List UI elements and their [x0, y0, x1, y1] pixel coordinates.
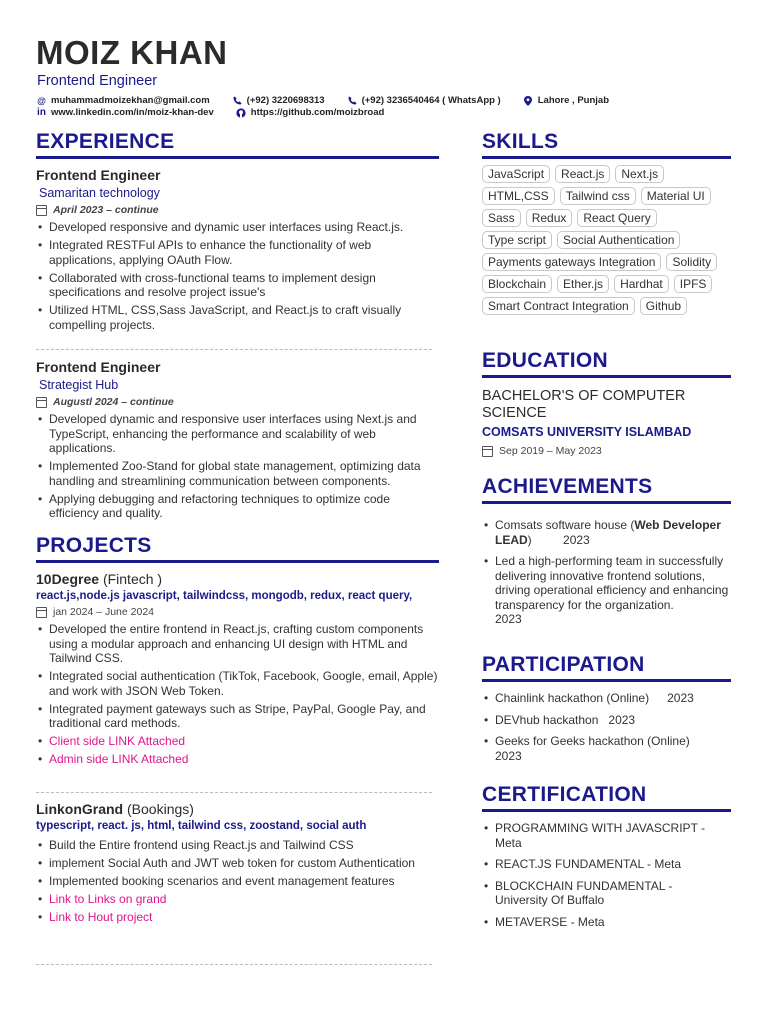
project-bullets	[36, 838, 441, 925]
list-item: • Implemented booking scenarios and event management features	[36, 874, 441, 889]
participation-rule	[482, 679, 731, 682]
skill-tag: Smart Contract Integration	[482, 297, 635, 315]
education-entry	[482, 388, 732, 457]
skill-tag: HTML,CSS	[482, 187, 555, 205]
certification-heading: CERTIFICATION	[482, 783, 647, 806]
list-item: • REACT.JS FUNDAMENTAL - Meta	[482, 857, 727, 872]
job-company: Samaritan technology	[39, 186, 160, 200]
list-item: • Implemented Zoo-Stand for global state management, optimizing data handling and streamlining communication between components.	[36, 459, 441, 488]
email-text[interactable]: muhammadmoizekhan@gmail.com	[51, 95, 210, 106]
job-1	[36, 167, 441, 336]
calendar-icon	[36, 205, 47, 216]
job-bullets	[36, 412, 441, 521]
degree-title: BACHELOR'S OF COMPUTER SCIENCE	[482, 388, 686, 421]
list-item: • Utilized HTML, CSS,Sass JavaScript, and React.js to craft visually compelling projects.	[36, 303, 441, 332]
skill-tag: Social Authentication	[557, 231, 680, 249]
list-item: • Collaborated with cross-functional teams to implement design specifications and resolve project issue's	[36, 271, 441, 300]
client-side-link[interactable]: • Client side LINK Attached	[36, 734, 441, 749]
divider	[36, 964, 432, 965]
education-heading: EDUCATION	[482, 349, 608, 372]
phone-icon	[232, 95, 243, 106]
project-name: 10Degree	[36, 571, 100, 587]
list-item: • Comsats software house (Web Developer LEAD) 2023	[482, 518, 734, 547]
list-item: • BLOCKCHAIN FUNDAMENTAL - University Of Buffalo	[482, 879, 727, 908]
job-date	[36, 396, 441, 408]
skill-tag: Redux	[526, 209, 573, 227]
projects-rule	[36, 560, 439, 563]
linkedin-contact[interactable]	[36, 107, 214, 118]
skill-tag: Material UI	[641, 187, 711, 205]
list-item: • Developed dynamic and responsive user interfaces using Next.js and TypeScript, enhancing the performance and scalability of web applications.	[36, 412, 441, 456]
skill-tag: Blockchain	[482, 275, 552, 293]
job-date-text: April 2023 – continue	[53, 204, 159, 216]
email-contact[interactable]	[36, 95, 210, 106]
project-1	[36, 571, 441, 770]
project-tech: typescript, react. js, html, tailwind css, zoostand, social auth	[36, 820, 367, 832]
calendar-icon	[482, 446, 493, 457]
skill-tag: Sass	[482, 209, 521, 227]
project-title	[36, 801, 441, 817]
education-date-text: Sep 2019 – May 2023	[499, 445, 602, 457]
education-rule	[482, 375, 731, 378]
list-item: • Integrated social authentication (TikTok, Facebook, Google, email, Apple) and work with JSON Web Token.	[36, 669, 441, 698]
projects-heading: PROJECTS	[36, 534, 152, 557]
education-date	[482, 445, 732, 457]
github-text[interactable]: https://github.com/moizbroad	[250, 107, 385, 118]
certification-rule	[482, 809, 731, 812]
skill-tag: React.js	[555, 165, 610, 183]
list-item: • METAVERSE - Meta	[482, 915, 727, 930]
list-item: • Geeks for Geeks hackathon (Online) 2023	[482, 734, 734, 763]
skills-rule	[482, 156, 731, 159]
list-item: • Developed responsive and dynamic user interfaces using React.js.	[36, 220, 441, 235]
list-item: • implement Social Auth and JWT web token for custom Authentication	[36, 856, 441, 871]
list-item: • Led a high-performing team in successfully delivering innovative frontend solutions, driving operational efficiency and enhancing transparency for the organization. 2023	[482, 554, 734, 627]
participation-list	[482, 691, 734, 770]
experience-heading: EXPERIENCE	[36, 130, 175, 153]
university-name: COMSATS UNIVERSITY ISLAMBAD	[482, 425, 692, 439]
achievements-rule	[482, 501, 731, 504]
at-sign-icon: @	[37, 95, 46, 106]
divider	[36, 792, 432, 793]
job-company: Strategist Hub	[39, 378, 119, 392]
list-item: • PROGRAMMING WITH JAVASCRIPT - Meta	[482, 821, 727, 850]
calendar-icon	[36, 607, 47, 618]
linkedin-text[interactable]: www.linkedin.com/in/moiz-khan-dev	[51, 107, 214, 118]
skill-tag: React Query	[577, 209, 656, 227]
certification-list	[482, 821, 727, 936]
skill-tag: JavaScript	[482, 165, 550, 183]
job-bullets	[36, 220, 441, 332]
participation-heading: PARTICIPATION	[482, 653, 645, 676]
project-category: (Fintech )	[102, 571, 163, 587]
job-date	[36, 204, 441, 216]
skill-tag: Ether.js	[557, 275, 609, 293]
linkedin-icon: in	[37, 107, 46, 118]
list-item: • Chainlink hackathon (Online) 2023	[482, 691, 734, 706]
job-title: Frontend Engineer	[36, 167, 161, 183]
project-bullets	[36, 622, 441, 767]
job-date-text: Augustl 2024 – continue	[53, 396, 174, 408]
candidate-name: MOIZ KHAN	[36, 34, 228, 71]
skill-tag: IPFS	[674, 275, 713, 293]
skills-heading: SKILLS	[482, 130, 559, 153]
project-date	[36, 606, 441, 618]
skill-tag: Payments gateways Integration	[482, 253, 661, 271]
candidate-role: Frontend Engineer	[37, 73, 158, 89]
contact-row-2	[36, 107, 406, 118]
skill-tag: Hardhat	[614, 275, 669, 293]
hout-project-link[interactable]: • Link to Hout project	[36, 910, 441, 925]
skill-tag: Tailwind css	[560, 187, 636, 205]
map-pin-icon	[523, 95, 534, 106]
skills-tags	[482, 165, 734, 319]
links-on-grand-link[interactable]: • Link to Links on grand	[36, 892, 441, 907]
phone-text[interactable]: (+92) 3220698313	[246, 95, 325, 106]
project-tech: react.js,node.js javascript, tailwindcss, mongodb, redux, react query,	[36, 590, 413, 602]
list-item: • Developed the entire frontend in React.js, crafting custom components using a modular approach and enhancing UI design with HTML and Tailwind CSS.	[36, 622, 441, 666]
contact-row-1	[36, 95, 631, 106]
whatsapp-text[interactable]: (+92) 3236540464 ( WhatsApp )	[361, 95, 501, 106]
project-title	[36, 571, 441, 587]
job-2	[36, 359, 441, 524]
phone-contact[interactable]	[232, 95, 325, 106]
experience-rule	[36, 156, 439, 159]
calendar-icon	[36, 397, 47, 408]
project-date-text: jan 2024 – June 2024	[53, 606, 155, 618]
list-item: • Applying debugging and refactoring techniques to optimize code efficiency and quality.	[36, 492, 441, 521]
project-category: (Bookings)	[127, 801, 194, 817]
project-name: LinkonGrand	[36, 801, 124, 817]
skill-tag: Type script	[482, 231, 552, 249]
list-item: • Integrated payment gateways such as Stripe, PayPal, Google Pay, and traditional card methods.	[36, 702, 441, 731]
list-item: • Build the Entire frontend using React.js and Tailwind CSS	[36, 838, 441, 853]
project-2	[36, 801, 441, 928]
github-icon	[236, 107, 247, 118]
location-contact	[523, 95, 609, 106]
divider	[36, 349, 432, 350]
achievements-heading: ACHIEVEMENTS	[482, 475, 653, 498]
job-title: Frontend Engineer	[36, 359, 161, 375]
location-text: Lahore , Punjab	[537, 95, 609, 106]
phone-icon	[347, 95, 358, 106]
list-item: • DEVhub hackathon 2023	[482, 713, 734, 728]
skill-tag: Solidity	[666, 253, 717, 271]
admin-side-link[interactable]: • Admin side LINK Attached	[36, 752, 441, 767]
github-contact[interactable]	[236, 107, 385, 118]
whatsapp-contact[interactable]	[347, 95, 501, 106]
skill-tag: Github	[640, 297, 687, 315]
list-item: • Integrated RESTFul APIs to enhance the functionality of web applications, applying OAuth Flow.	[36, 238, 441, 267]
skill-tag: Next.js	[615, 165, 664, 183]
achievements-list	[482, 518, 734, 634]
